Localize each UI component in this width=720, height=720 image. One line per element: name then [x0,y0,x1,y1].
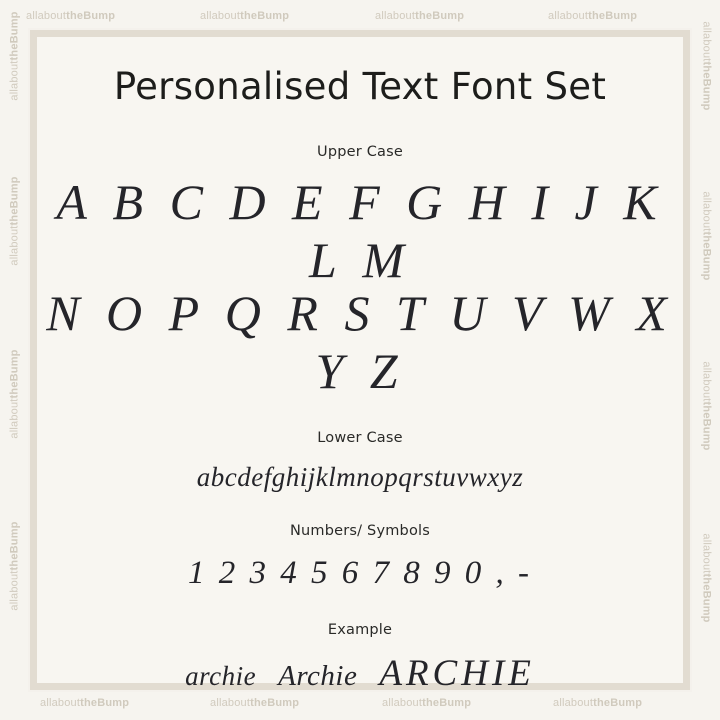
watermark-bold: theBump [588,10,638,22]
upper-case-line-2: N O P Q R S T U V W X Y Z [46,285,674,399]
watermark-plain: allabout [200,10,241,22]
numbers-symbols-line-1: 1 2 3 4 5 6 7 8 9 0 , - [188,555,532,591]
example-uppercase: ARCHIE [379,653,535,694]
watermark-plain: allabout [8,225,21,266]
watermark-plain: allabout [8,60,21,101]
watermark-bold: theBump [66,10,116,22]
lower-case-section [37,430,683,493]
watermark-bold: theBump [593,697,643,709]
watermark-plain: allabout [700,533,713,574]
watermark-plain: allabout [382,697,423,709]
example-row [37,652,683,695]
watermark-bold: theBump [8,11,21,61]
watermark-plain: allabout [553,697,594,709]
watermark-bold: theBump [700,61,713,111]
lower-case-line-1: abcdefghijklmnopqrstuvwxyz [196,462,524,492]
watermark-bold: theBump [80,697,130,709]
watermark-bold: theBump [8,176,21,226]
watermark-bold: theBump [415,10,465,22]
watermark-bold: theBump [422,697,472,709]
page-title: Personalised Text Font Set [113,65,607,108]
watermark-bold: theBump [8,521,21,571]
watermark-plain: allabout [375,10,416,22]
watermark-plain: allabout [210,697,251,709]
watermark-plain: allabout [40,697,81,709]
upper-case-line-1: A B C D E F G H I J K L M [56,174,664,288]
example-lowercase: archie [185,661,257,691]
lower-case-label: Lower Case [317,430,403,446]
watermark-bold: theBump [700,231,713,281]
watermark-plain: allabout [700,191,713,232]
watermark-bold: theBump [240,10,290,22]
example-label: Example [327,622,393,638]
watermark-plain: allabout [700,21,713,62]
watermark-plain: allabout [26,10,67,22]
watermark-plain: allabout [548,10,589,22]
watermark-plain: allabout [8,570,21,611]
watermark-plain: allabout [700,361,713,402]
upper-case-section [37,144,683,400]
watermark-bold: theBump [700,573,713,623]
example-section [37,622,683,695]
watermark-plain: allabout [8,398,21,439]
watermark-bold: theBump [250,697,300,709]
upper-case-label: Upper Case [317,144,403,160]
watermark-bold: theBump [8,349,21,399]
numbers-symbols-label: Numbers/ Symbols [289,523,431,539]
content-area [37,37,683,694]
numbers-symbols-section [37,523,683,592]
watermark-bold: theBump [700,401,713,451]
example-titlecase: Archie [278,660,358,692]
